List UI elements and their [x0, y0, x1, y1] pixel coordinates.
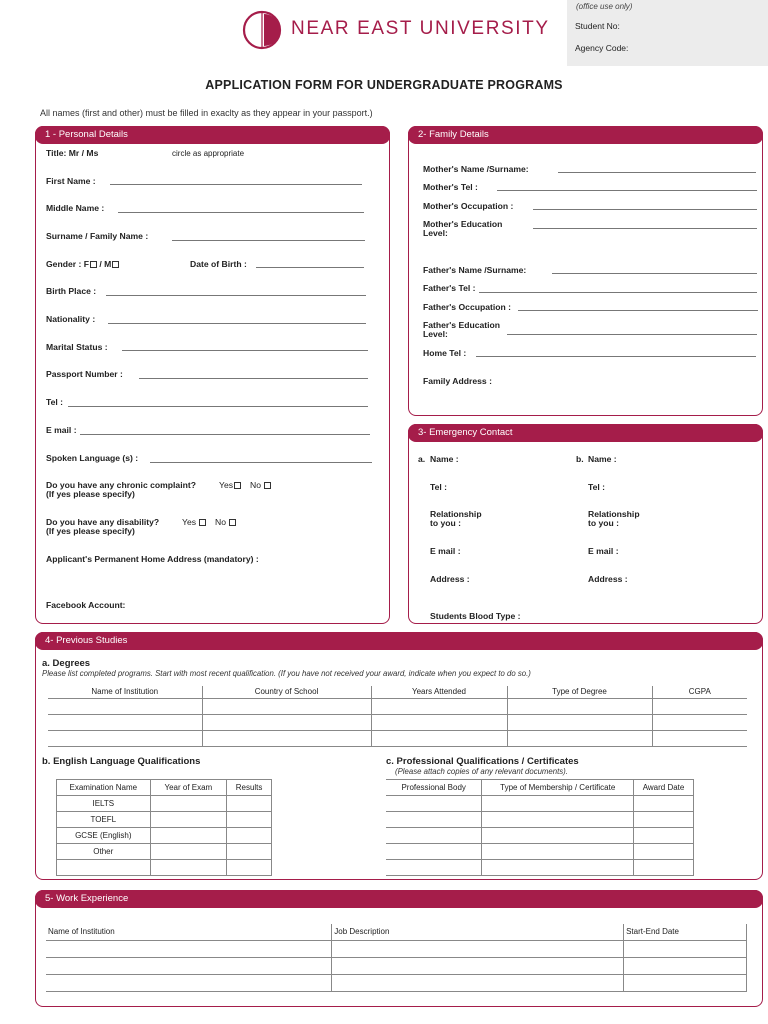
disability-no-text: No: [215, 517, 226, 527]
table-cell[interactable]: [57, 860, 151, 876]
table-cell[interactable]: [332, 957, 624, 974]
work-table: [46, 924, 747, 992]
chronic-yes-text: Yes: [219, 480, 234, 490]
degrees-note: Please list completed programs. Start with most recent qualification. (If you have not received your award, indicate when you expect to do so.): [42, 669, 531, 678]
marital-label: Marital Status :: [46, 342, 108, 352]
contact-b-email-label: E mail :: [588, 546, 619, 556]
birth-place-label: Birth Place :: [46, 286, 97, 296]
disability-yes-text: Yes: [182, 517, 197, 527]
table-cell[interactable]: [634, 812, 694, 828]
contact-a-marker: a.: [418, 454, 426, 464]
table-cell[interactable]: [652, 714, 747, 730]
contact-a-relationship-label: Relationship: [430, 509, 482, 519]
table-row: [57, 828, 272, 844]
tel-label: Tel :: [46, 397, 64, 407]
table-cell[interactable]: [48, 714, 202, 730]
table-cell[interactable]: [634, 844, 694, 860]
logo-emblem-icon: [242, 10, 282, 50]
table-row: [386, 828, 694, 844]
table-row: [386, 844, 694, 860]
form-title: APPLICATION FORM FOR UNDERGRADUATE PROGRAMS: [205, 78, 563, 92]
language-label: Spoken Language (s) :: [46, 453, 139, 463]
chronic-sub: (If yes please specify): [46, 489, 135, 499]
father-occupation-field[interactable]: [518, 310, 758, 311]
chronic-label: Do you have any chronic complaint?: [46, 480, 196, 490]
dob-label: Date of Birth :: [190, 259, 247, 269]
chronic-no-checkbox[interactable]: [264, 482, 271, 489]
tel-field[interactable]: [68, 406, 368, 407]
male-checkbox[interactable]: [112, 261, 119, 268]
disability-label: Do you have any disability?: [46, 517, 160, 527]
mother-education-level: Level:: [423, 228, 448, 238]
facebook-label: Facebook Account:: [46, 600, 126, 610]
contact-b-marker: b.: [576, 454, 584, 464]
table-cell[interactable]: [46, 957, 332, 974]
gender-text: Gender : F: [46, 259, 89, 269]
prof-col-award-date: Award Date: [634, 780, 694, 796]
home-tel-label: Home Tel :: [423, 348, 467, 358]
table-cell[interactable]: [227, 828, 272, 844]
work-col-institution: Name of Institution: [46, 924, 332, 940]
disability-sub: (If yes please specify): [46, 526, 135, 536]
surname-label: Surname / Family Name :: [46, 231, 149, 241]
father-tel-field[interactable]: [479, 292, 757, 293]
work-col-job: Job Description: [332, 924, 624, 940]
disability-no: [215, 517, 236, 527]
table-row: [48, 730, 747, 746]
table-cell[interactable]: [482, 860, 634, 876]
office-use-box: [567, 0, 768, 66]
university-name: NEAR EAST UNIVERSITY: [291, 18, 550, 39]
father-name-label: Father's Name /Surname:: [423, 265, 527, 275]
degrees-title: a. Degrees: [42, 658, 91, 669]
table-row: [57, 812, 272, 828]
gender-label: [46, 259, 119, 269]
work-col-dates: Start-End Date: [624, 924, 747, 940]
nationality-field[interactable]: [108, 323, 366, 324]
degree-col-cgpa: CGPA: [652, 686, 747, 698]
home-tel-field[interactable]: [476, 356, 756, 357]
degrees-header-row: [48, 686, 747, 698]
table-cell[interactable]: [150, 860, 227, 876]
degree-col-years: Years Attended: [371, 686, 507, 698]
middle-name-field[interactable]: [118, 212, 364, 213]
contact-b-name-label: Name :: [588, 454, 617, 464]
nationality-label: Nationality :: [46, 314, 96, 324]
passport-label: Passport Number :: [46, 369, 123, 379]
father-education-field[interactable]: [507, 334, 757, 335]
table-cell[interactable]: [634, 828, 694, 844]
professional-header-row: [386, 780, 694, 796]
dob-field[interactable]: [256, 267, 364, 268]
degree-col-type: Type of Degree: [507, 686, 652, 698]
marital-field[interactable]: [122, 350, 368, 351]
table-row: [386, 796, 694, 812]
table-cell[interactable]: [227, 860, 272, 876]
degree-col-country: Country of School: [202, 686, 371, 698]
professional-note: (Please attach copies of any relevant documents).: [395, 767, 568, 776]
english-row-ielts: IELTS: [57, 796, 151, 812]
surname-field[interactable]: [172, 240, 365, 241]
table-cell[interactable]: [48, 730, 202, 746]
table-cell[interactable]: [202, 714, 371, 730]
english-row-gcse: GCSE (English): [57, 828, 151, 844]
emergency-contact-panel: [408, 424, 763, 624]
middle-name-label: Middle Name :: [46, 203, 105, 213]
work-header-row: [46, 924, 747, 940]
father-name-field[interactable]: [552, 273, 757, 274]
father-tel-label: Father's Tel :: [423, 283, 476, 293]
table-cell[interactable]: [150, 796, 227, 812]
contact-a-name-label: Name :: [430, 454, 459, 464]
chronic-no-text: No: [250, 480, 261, 490]
table-row: [46, 940, 747, 957]
contact-b-address-label: Address :: [588, 574, 628, 584]
table-cell[interactable]: [46, 974, 332, 991]
contact-b-tel-label: Tel :: [588, 482, 606, 492]
passport-instruction: All names (first and other) must be filled in exaclty as they appear in your passport.): [40, 108, 373, 118]
table-cell[interactable]: [46, 940, 332, 957]
office-use-note: (office use only): [576, 2, 633, 11]
mother-tel-field[interactable]: [497, 190, 757, 191]
table-cell[interactable]: [507, 714, 652, 730]
contact-a-address-label: Address :: [430, 574, 470, 584]
table-cell[interactable]: [227, 812, 272, 828]
birth-place-field[interactable]: [106, 295, 366, 296]
gender-m-text: / M: [99, 259, 112, 269]
chronic-yes: [219, 480, 241, 490]
blood-type-label: Students Blood Type :: [430, 611, 521, 621]
table-cell[interactable]: [150, 844, 227, 860]
father-education-level: Level:: [423, 329, 448, 339]
table-cell[interactable]: [482, 796, 634, 812]
table-row: [386, 860, 694, 876]
first-name-field[interactable]: [110, 184, 362, 185]
table-cell[interactable]: [386, 860, 482, 876]
table-cell[interactable]: [507, 698, 652, 714]
table-cell[interactable]: [634, 796, 694, 812]
english-row-other: Other: [57, 844, 151, 860]
degrees-table: [48, 686, 747, 747]
disability-yes-checkbox[interactable]: [199, 519, 206, 526]
work-experience-heading: 5- Work Experience: [35, 890, 763, 908]
table-row: [48, 714, 747, 730]
table-cell[interactable]: [371, 714, 507, 730]
english-header-row: [57, 780, 272, 796]
table-cell[interactable]: [386, 812, 482, 828]
table-cell[interactable]: [371, 730, 507, 746]
table-cell[interactable]: [150, 812, 227, 828]
contact-b-relationship-sub: to you :: [588, 518, 620, 528]
father-education-label: Father's Education: [423, 320, 501, 330]
contact-a-tel-label: Tel :: [430, 482, 448, 492]
email-label: E mail :: [46, 425, 77, 435]
family-address-label: Family Address :: [423, 376, 492, 386]
language-field[interactable]: [150, 462, 372, 463]
table-row: [57, 844, 272, 860]
table-row: [48, 698, 747, 714]
contact-a-relationship-sub: to you :: [430, 518, 462, 528]
disability-yes: [182, 517, 206, 527]
english-row-toefl: TOEFL: [57, 812, 151, 828]
table-cell[interactable]: [482, 828, 634, 844]
home-address-label: Applicant's Permanent Home Address (mandatory) :: [46, 554, 259, 564]
table-cell[interactable]: [227, 796, 272, 812]
mother-tel-label: Mother's Tel :: [423, 182, 478, 192]
family-details-heading: 2- Family Details: [408, 126, 763, 144]
table-cell[interactable]: [624, 940, 747, 957]
professional-title: c. Professional Qualifications / Certificates: [386, 756, 579, 767]
table-cell[interactable]: [386, 796, 482, 812]
english-col-year: Year of Exam: [150, 780, 227, 796]
disability-no-checkbox[interactable]: [229, 519, 236, 526]
table-cell[interactable]: [482, 812, 634, 828]
mother-occupation-label: Mother's Occupation :: [423, 201, 514, 211]
email-field[interactable]: [80, 434, 370, 435]
table-cell[interactable]: [482, 844, 634, 860]
table-cell[interactable]: [202, 698, 371, 714]
table-cell[interactable]: [624, 957, 747, 974]
father-occupation-label: Father's Occupation :: [423, 302, 511, 312]
table-cell[interactable]: [652, 730, 747, 746]
chronic-no: [250, 480, 271, 490]
table-cell[interactable]: [507, 730, 652, 746]
mother-name-label: Mother's Name /Surname:: [423, 164, 529, 174]
prof-col-membership: Type of Membership / Certificate: [482, 780, 634, 796]
table-cell[interactable]: [371, 698, 507, 714]
english-table: [56, 779, 272, 876]
agency-code-label: Agency Code:: [575, 43, 629, 53]
female-checkbox[interactable]: [90, 261, 97, 268]
first-name-label: First Name :: [46, 176, 96, 186]
table-cell[interactable]: [227, 844, 272, 860]
university-logo: [242, 10, 282, 50]
table-cell[interactable]: [202, 730, 371, 746]
table-cell[interactable]: [48, 698, 202, 714]
prof-col-body: Professional Body: [386, 780, 482, 796]
degree-col-institution: Name of Institution: [48, 686, 202, 698]
table-cell[interactable]: [332, 940, 624, 957]
chronic-yes-checkbox[interactable]: [234, 482, 241, 489]
mother-name-field[interactable]: [558, 172, 756, 173]
table-cell[interactable]: [150, 828, 227, 844]
table-cell[interactable]: [332, 974, 624, 991]
table-cell[interactable]: [634, 860, 694, 876]
circle-note: circle as appropriate: [172, 149, 245, 158]
mother-education-field[interactable]: [533, 228, 757, 229]
contact-b-relationship-label: Relationship: [588, 509, 640, 519]
table-cell[interactable]: [386, 844, 482, 860]
table-cell[interactable]: [624, 974, 747, 991]
passport-field[interactable]: [139, 378, 368, 379]
table-row: [386, 812, 694, 828]
table-row: [57, 860, 272, 876]
table-row: [57, 796, 272, 812]
table-cell[interactable]: [652, 698, 747, 714]
table-row: [46, 957, 747, 974]
english-col-exam: Examination Name: [57, 780, 151, 796]
emergency-contact-heading: 3- Emergency Contact: [408, 424, 763, 442]
mother-education-label: Mother's Education: [423, 219, 503, 229]
table-cell[interactable]: [386, 828, 482, 844]
professional-table: [386, 779, 694, 876]
english-title: b. English Language Qualifications: [42, 756, 201, 767]
previous-studies-heading: 4- Previous Studies: [35, 632, 763, 650]
student-no-label: Student No:: [575, 21, 620, 31]
contact-a-email-label: E mail :: [430, 546, 461, 556]
personal-details-heading: 1 - Personal Details: [35, 126, 390, 144]
english-col-results: Results: [227, 780, 272, 796]
mother-occupation-field[interactable]: [533, 209, 757, 210]
table-row: [46, 974, 747, 991]
title-label: Title: Mr / Ms: [46, 148, 99, 158]
